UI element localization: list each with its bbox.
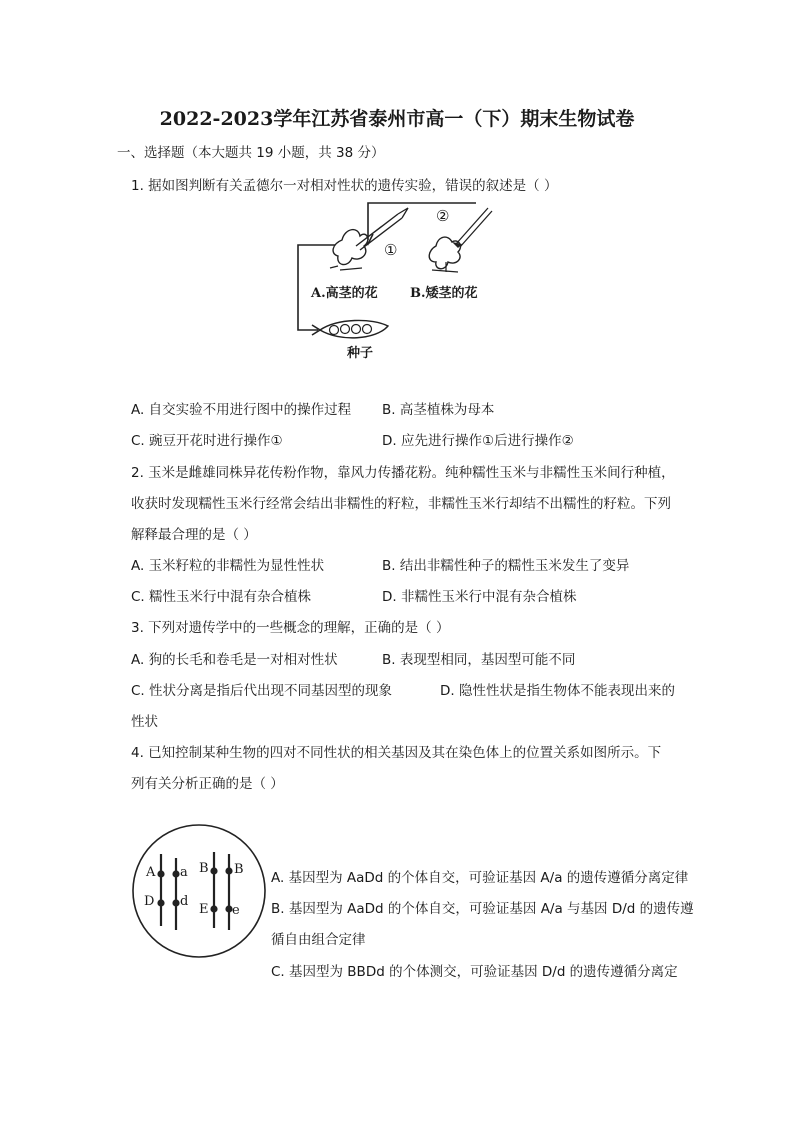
q1-option-d: D. 应先进行操作①后进行操作② <box>382 433 574 449</box>
gene-B-left-label: B <box>199 861 209 876</box>
section-heading: 一、选择题（本大题共 19 小题，共 38 分） <box>117 145 385 161</box>
q1-option-b: B. 高茎植株为母本 <box>382 402 495 418</box>
q4-option-b: B. 基因型为 AaDd 的个体自交，可验证基因 A/a 与基因 D/d 的遗传遵 <box>271 901 694 917</box>
q2-option-d: D. 非糯性玉米行中混有杂合植株 <box>382 589 577 605</box>
question-1-stem: 1. 据如图判断有关孟德尔一对相对性状的遗传实验，错误的叙述是（ ） <box>131 178 558 194</box>
q2-option-b: B. 结出非糯性种子的糯性玉米发生了变异 <box>382 558 630 574</box>
gene-B-right-label: B <box>234 862 244 877</box>
gene-e-label: e <box>232 903 240 918</box>
q4-option-c: C. 基因型为 BBDd 的个体测交，可验证基因 D/d 的遗传遵循分离定 <box>271 964 678 980</box>
q3-option-d: D. 隐性性状是指生物体不能表现出来的 <box>440 683 675 699</box>
q3-option-b: B. 表现型相同，基因型可能不同 <box>382 652 576 668</box>
operation-2-mark: ② <box>436 207 450 225</box>
question-4-line-2: 列有关分析正确的是（ ） <box>131 776 284 792</box>
gene-a-label: a <box>180 865 188 880</box>
q3-option-c: C. 性状分离是指后代出现不同基因型的现象 <box>131 683 393 699</box>
q2-option-c: C. 糯性玉米行中混有杂合植株 <box>131 589 312 605</box>
question-2-line-1: 2. 玉米是雌雄同株异花传粉作物，靠风力传播花粉。纯种糯性玉米与非糯性玉米间行种植， <box>131 465 675 481</box>
question-3-stem: 3. 下列对遗传学中的一些概念的理解，正确的是（ ） <box>131 620 450 636</box>
q4-option-b-continued: 循自由组合定律 <box>271 932 366 948</box>
q3-option-a: A. 狗的长毛和卷毛是一对相对性状 <box>131 652 338 668</box>
dwarf-flower-label: B.矮茎的花 <box>410 286 478 301</box>
q1-option-a: A. 自交实验不用进行图中的操作过程 <box>131 402 352 418</box>
gene-A-label: A <box>146 865 156 880</box>
q2-option-a: A. 玉米籽粒的非糯性为显性性状 <box>131 558 325 574</box>
gene-d-label: d <box>180 894 189 909</box>
page-title: 2022-2023学年江苏省泰州市高一（下）期末生物试卷 <box>159 108 635 130</box>
q4-option-a: A. 基因型为 AaDd 的个体自交，可验证基因 A/a 的遗传遵循分离定律 <box>271 870 689 886</box>
question-2-line-3: 解释最合理的是（ ） <box>131 527 257 543</box>
tall-flower-label: A.高茎的花 <box>311 286 378 301</box>
q3-option-d-continued: 性状 <box>131 714 158 730</box>
gene-D-label: D <box>144 894 155 909</box>
question-2-line-2: 收获时发现糯性玉米行经常会结出非糯性的籽粒，非糯性玉米行却结不出糯性的籽粒。下列 <box>131 496 671 512</box>
gene-E-label: E <box>199 902 209 917</box>
question-4-line-1: 4. 已知控制某种生物的四对不同性状的相关基因及其在染色体上的位置关系如图所示。下 <box>131 745 662 761</box>
q1-option-c: C. 豌豆开花时进行操作① <box>131 433 283 449</box>
operation-1-mark: ① <box>384 241 398 259</box>
seed-label: 种子 <box>347 346 374 361</box>
